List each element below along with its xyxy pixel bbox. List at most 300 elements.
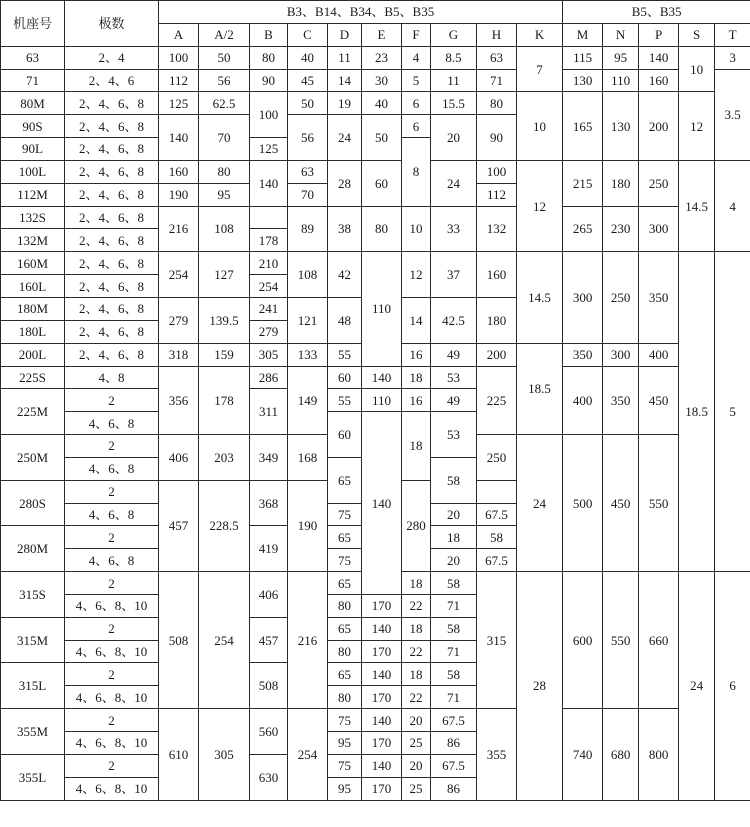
value-cell: 18 [402, 412, 431, 481]
value-cell: 80 [328, 640, 362, 663]
header-col: D [328, 23, 362, 46]
value-cell: 3.5 [715, 69, 750, 160]
value-cell: 180 [477, 297, 517, 343]
header-col: P [639, 23, 679, 46]
value-cell: 400 [639, 343, 679, 366]
poles-cell: 4、8 [65, 366, 159, 389]
value-cell: 160 [159, 160, 199, 183]
value-cell: 110 [362, 389, 402, 412]
value-cell: 108 [288, 252, 328, 298]
value-cell: 56 [288, 115, 328, 161]
value-cell: 100 [250, 92, 288, 138]
value-cell: 406 [159, 435, 199, 481]
value-cell: 63 [288, 160, 328, 183]
header-col: A [159, 23, 199, 46]
frame-cell: 112M [1, 183, 65, 206]
value-cell: 130 [603, 92, 639, 161]
value-cell: 311 [250, 389, 288, 435]
value-cell: 71 [431, 594, 477, 617]
value-cell: 215 [563, 160, 603, 206]
value-cell: 100 [477, 160, 517, 183]
value-cell: 65 [328, 572, 362, 595]
value-cell: 56 [199, 69, 250, 92]
value-cell: 160 [639, 69, 679, 92]
value-cell: 50 [288, 92, 328, 115]
value-cell: 58 [431, 663, 477, 686]
frame-cell: 315L [1, 663, 65, 709]
header-row-1 [1, 1, 750, 24]
poles-cell: 2、4、6、8 [65, 252, 159, 275]
value-cell: 22 [402, 594, 431, 617]
value-cell: 42 [328, 252, 362, 298]
value-cell: 250 [477, 435, 517, 481]
poles-cell: 4、6、8、10 [65, 686, 159, 709]
value-cell: 216 [288, 572, 328, 709]
poles-cell: 4、6、8、10 [65, 640, 159, 663]
value-cell: 800 [639, 709, 679, 800]
poles-cell: 2、4、6、8 [65, 92, 159, 115]
value-cell: 250 [603, 252, 639, 343]
value-cell: 133 [288, 343, 328, 366]
header-col: N [603, 23, 639, 46]
value-cell: 24 [431, 160, 477, 206]
value-cell: 30 [362, 69, 402, 92]
table-row [1, 46, 750, 69]
value-cell: 318 [159, 343, 199, 366]
value-cell: 95 [328, 732, 362, 755]
value-cell: 130 [563, 69, 603, 92]
value-cell: 37 [431, 252, 477, 298]
frame-cell: 315M [1, 617, 65, 663]
value-cell: 60 [362, 160, 402, 206]
value-cell: 210 [250, 252, 288, 275]
value-cell: 95 [199, 183, 250, 206]
poles-cell: 2、4、6、8 [65, 297, 159, 320]
value-cell: 20 [431, 503, 477, 526]
value-cell: 170 [362, 732, 402, 755]
value-cell: 305 [199, 709, 250, 800]
value-cell: 160 [477, 252, 517, 298]
frame-cell: 132M [1, 229, 65, 252]
header-col: K [517, 23, 563, 46]
value-cell: 315 [477, 572, 517, 709]
value-cell: 24 [517, 435, 563, 572]
value-cell: 112 [159, 69, 199, 92]
value-cell: 53 [431, 366, 477, 389]
poles-cell: 2、4 [65, 46, 159, 69]
value-cell: 170 [362, 686, 402, 709]
value-cell: 740 [563, 709, 603, 800]
value-cell: 508 [250, 663, 288, 709]
value-cell: 80 [250, 46, 288, 69]
value-cell: 80 [362, 206, 402, 252]
value-cell: 165 [563, 92, 603, 161]
value-cell: 279 [159, 297, 199, 343]
header-poles: 极数 [65, 1, 159, 47]
value-cell: 42.5 [431, 297, 477, 343]
value-cell: 254 [159, 252, 199, 298]
value-cell: 65 [328, 663, 362, 686]
value-cell: 6 [402, 115, 431, 138]
value-cell: 55 [328, 343, 362, 366]
value-cell: 190 [159, 183, 199, 206]
value-cell: 71 [431, 640, 477, 663]
value-cell: 170 [362, 594, 402, 617]
value-cell: 55 [328, 389, 362, 412]
value-cell: 7 [517, 46, 563, 92]
value-cell: 100 [159, 46, 199, 69]
value-cell: 8 [402, 138, 431, 207]
value-cell: 8.5 [431, 46, 477, 69]
frame-cell: 180M [1, 297, 65, 320]
value-cell: 10 [679, 46, 715, 92]
value-cell: 67.5 [477, 549, 517, 572]
value-cell: 22 [402, 640, 431, 663]
value-cell: 279 [250, 320, 288, 343]
value-cell: 5 [402, 69, 431, 92]
value-cell: 140 [159, 115, 199, 161]
poles-cell: 2 [65, 709, 159, 732]
value-cell: 170 [362, 777, 402, 800]
poles-cell: 2、4、6、8 [65, 275, 159, 298]
value-cell: 12 [402, 252, 431, 298]
table-row [1, 206, 750, 229]
poles-cell: 4、6、8 [65, 503, 159, 526]
value-cell: 75 [328, 709, 362, 732]
value-cell: 50 [199, 46, 250, 69]
poles-cell: 2、4、6、8 [65, 320, 159, 343]
table-row [1, 92, 750, 115]
value-cell: 140 [362, 663, 402, 686]
value-cell: 24 [679, 572, 715, 800]
poles-cell: 2、4、6、8 [65, 183, 159, 206]
value-cell: 48 [328, 297, 362, 343]
value-cell: 508 [159, 572, 199, 709]
poles-cell: 4、6、8、10 [65, 594, 159, 617]
frame-cell: 100L [1, 160, 65, 183]
value-cell: 560 [250, 709, 288, 755]
value-cell: 110 [603, 69, 639, 92]
value-cell: 14 [402, 297, 431, 343]
value-cell: 63 [477, 46, 517, 69]
value-cell: 49 [431, 343, 477, 366]
value-cell: 24 [328, 115, 362, 161]
value-cell: 11 [431, 69, 477, 92]
poles-cell: 2 [65, 663, 159, 686]
value-cell: 90 [477, 115, 517, 161]
value-cell: 500 [563, 435, 603, 572]
value-cell: 349 [250, 435, 288, 481]
value-cell: 450 [603, 435, 639, 572]
frame-cell: 80M [1, 92, 65, 115]
value-cell: 14 [328, 69, 362, 92]
frame-cell: 71 [1, 69, 65, 92]
value-cell: 170 [362, 640, 402, 663]
value-cell: 550 [639, 435, 679, 572]
header-col: S [679, 23, 715, 46]
value-cell: 241 [250, 297, 288, 320]
value-cell: 18 [431, 526, 477, 549]
header-col: G [431, 23, 477, 46]
value-cell: 80 [328, 686, 362, 709]
poles-cell: 2 [65, 754, 159, 777]
value-cell: 25 [402, 777, 431, 800]
value-cell: 254 [199, 572, 250, 709]
value-cell: 368 [250, 480, 288, 526]
header-group-1: B3、B14、B34、B5、B35 [159, 1, 563, 24]
value-cell: 350 [603, 366, 639, 435]
frame-cell: 225M [1, 389, 65, 435]
value-cell: 355 [477, 709, 517, 800]
value-cell: 16 [402, 389, 431, 412]
value-cell: 65 [328, 617, 362, 640]
value-cell: 18 [402, 366, 431, 389]
value-cell: 280 [402, 480, 431, 571]
value-cell: 20 [431, 549, 477, 572]
value-cell: 168 [288, 435, 328, 481]
frame-cell: 280S [1, 480, 65, 526]
poles-cell: 2、4、6、8 [65, 160, 159, 183]
value-cell: 28 [328, 160, 362, 206]
frame-cell: 355L [1, 754, 65, 800]
value-cell: 6 [402, 92, 431, 115]
value-cell: 216 [159, 206, 199, 252]
value-cell: 20 [431, 115, 477, 161]
value-cell: 40 [362, 92, 402, 115]
value-cell: 60 [328, 412, 362, 458]
frame-cell: 355M [1, 709, 65, 755]
frame-cell: 280M [1, 526, 65, 572]
poles-cell: 2、4、6、8 [65, 115, 159, 138]
frame-cell: 315S [1, 572, 65, 618]
value-cell: 15.5 [431, 92, 477, 115]
value-cell: 18 [402, 663, 431, 686]
value-cell: 25 [402, 732, 431, 755]
value-cell: 53 [431, 412, 477, 458]
value-cell: 12 [517, 160, 563, 251]
table-row [1, 69, 750, 92]
value-cell: 95 [603, 46, 639, 69]
value-cell: 450 [639, 366, 679, 435]
value-cell: 406 [250, 572, 288, 618]
value-cell: 5 [715, 252, 750, 572]
value-cell: 20 [402, 754, 431, 777]
value-cell: 18.5 [517, 343, 563, 434]
frame-cell: 160M [1, 252, 65, 275]
frame-cell: 90L [1, 138, 65, 161]
value-cell: 550 [603, 572, 639, 709]
header-col: B [250, 23, 288, 46]
poles-cell: 2、4、6、8 [65, 206, 159, 229]
value-cell: 23 [362, 46, 402, 69]
value-cell: 254 [288, 709, 328, 800]
frame-cell: 250M [1, 435, 65, 481]
value-cell: 140 [362, 366, 402, 389]
value-cell: 19 [328, 92, 362, 115]
value-cell: 6 [715, 572, 750, 800]
value-cell: 225 [477, 366, 517, 435]
value-cell: 22 [402, 686, 431, 709]
value-cell: 80 [477, 92, 517, 115]
poles-cell: 2、4、6、8 [65, 343, 159, 366]
value-cell: 14.5 [679, 160, 715, 251]
value-cell: 18.5 [679, 252, 715, 572]
value-cell: 70 [288, 183, 328, 206]
value-cell: 45 [288, 69, 328, 92]
value-cell: 70 [199, 115, 250, 161]
value-cell: 125 [159, 92, 199, 115]
value-cell: 11 [328, 46, 362, 69]
poles-cell: 4、6、8 [65, 412, 159, 435]
value-cell: 121 [288, 297, 328, 343]
value-cell: 356 [159, 366, 199, 435]
value-cell: 60 [328, 366, 362, 389]
frame-cell: 63 [1, 46, 65, 69]
value-cell: 80 [199, 160, 250, 183]
value-cell: 40 [288, 46, 328, 69]
poles-cell: 2 [65, 480, 159, 503]
poles-cell: 2、4、6、8 [65, 229, 159, 252]
value-cell: 265 [563, 206, 603, 252]
value-cell: 80 [328, 594, 362, 617]
value-cell: 86 [431, 777, 477, 800]
value-cell: 86 [431, 732, 477, 755]
poles-cell: 2 [65, 435, 159, 458]
value-cell: 300 [563, 252, 603, 343]
value-cell: 149 [288, 366, 328, 435]
value-cell: 200 [639, 92, 679, 161]
header-col: T [715, 23, 750, 46]
value-cell: 457 [250, 617, 288, 663]
value-cell: 680 [603, 709, 639, 800]
frame-cell: 200L [1, 343, 65, 366]
value-cell: 400 [563, 366, 603, 435]
value-cell: 49 [431, 389, 477, 412]
header-col: F [402, 23, 431, 46]
value-cell: 18 [402, 572, 431, 595]
value-cell: 125 [250, 138, 288, 161]
value-cell: 139.5 [199, 297, 250, 343]
value-cell: 254 [250, 275, 288, 298]
table-row [1, 709, 750, 732]
value-cell: 286 [250, 366, 288, 389]
value-cell: 112 [477, 183, 517, 206]
value-cell: 250 [639, 160, 679, 206]
value-cell: 203 [199, 435, 250, 481]
value-cell: 58 [431, 617, 477, 640]
poles-cell: 2 [65, 617, 159, 640]
value-cell: 200 [477, 343, 517, 366]
header-col: E [362, 23, 402, 46]
value-cell: 178 [199, 366, 250, 435]
value-cell [250, 206, 288, 229]
value-cell: 75 [328, 754, 362, 777]
poles-cell: 4、6、8、10 [65, 732, 159, 755]
value-cell: 660 [639, 572, 679, 709]
header-col: C [288, 23, 328, 46]
value-cell: 457 [159, 480, 199, 571]
value-cell: 58 [431, 572, 477, 595]
value-cell: 300 [603, 343, 639, 366]
value-cell: 630 [250, 754, 288, 800]
value-cell: 67.5 [431, 709, 477, 732]
value-cell: 140 [362, 754, 402, 777]
value-cell: 4 [402, 46, 431, 69]
value-cell: 3 [715, 46, 750, 69]
header-col: H [477, 23, 517, 46]
value-cell: 178 [250, 229, 288, 252]
value-cell: 62.5 [199, 92, 250, 115]
value-cell: 180 [603, 160, 639, 206]
value-cell: 14.5 [517, 252, 563, 343]
value-cell: 71 [477, 69, 517, 92]
value-cell: 58 [431, 457, 477, 503]
poles-cell: 2、4、6 [65, 69, 159, 92]
frame-cell: 225S [1, 366, 65, 389]
poles-cell: 4、6、8 [65, 457, 159, 480]
frame-cell: 180L [1, 320, 65, 343]
value-cell: 65 [328, 526, 362, 549]
poles-cell: 2 [65, 389, 159, 412]
value-cell: 28 [517, 572, 563, 800]
value-cell: 140 [639, 46, 679, 69]
value-cell: 228.5 [199, 480, 250, 571]
value-cell: 16 [402, 343, 431, 366]
value-cell: 10 [517, 92, 563, 161]
value-cell: 305 [250, 343, 288, 366]
value-cell: 600 [563, 572, 603, 709]
poles-cell: 2、4、6、8 [65, 138, 159, 161]
value-cell: 350 [563, 343, 603, 366]
header-frame: 机座号 [1, 1, 65, 47]
value-cell: 140 [362, 412, 402, 595]
header-col: A/2 [199, 23, 250, 46]
value-cell: 65 [328, 457, 362, 503]
value-cell: 20 [402, 709, 431, 732]
header-col: M [563, 23, 603, 46]
value-cell: 110 [362, 252, 402, 366]
poles-cell: 4、6、8、10 [65, 777, 159, 800]
poles-cell: 2 [65, 526, 159, 549]
value-cell: 159 [199, 343, 250, 366]
value-cell: 38 [328, 206, 362, 252]
table-row [1, 252, 750, 275]
value-cell: 108 [199, 206, 250, 252]
value-cell: 419 [250, 526, 288, 572]
value-cell: 95 [328, 777, 362, 800]
value-cell: 67.5 [431, 754, 477, 777]
value-cell: 18 [402, 617, 431, 640]
value-cell: 190 [288, 480, 328, 571]
value-cell: 33 [431, 206, 477, 252]
value-cell: 230 [603, 206, 639, 252]
value-cell: 4 [715, 160, 750, 251]
value-cell: 75 [328, 549, 362, 572]
value-cell: 140 [250, 160, 288, 206]
table-row [1, 160, 750, 183]
value-cell: 610 [159, 709, 199, 800]
frame-cell: 160L [1, 275, 65, 298]
value-cell: 90 [250, 69, 288, 92]
value-cell: 132 [477, 206, 517, 252]
header-group-2: B5、B35 [563, 1, 750, 24]
value-cell: 12 [679, 92, 715, 161]
poles-cell: 2 [65, 572, 159, 595]
value-cell: 75 [328, 503, 362, 526]
frame-cell: 132S [1, 206, 65, 229]
value-cell: 115 [563, 46, 603, 69]
value-cell: 58 [477, 526, 517, 549]
